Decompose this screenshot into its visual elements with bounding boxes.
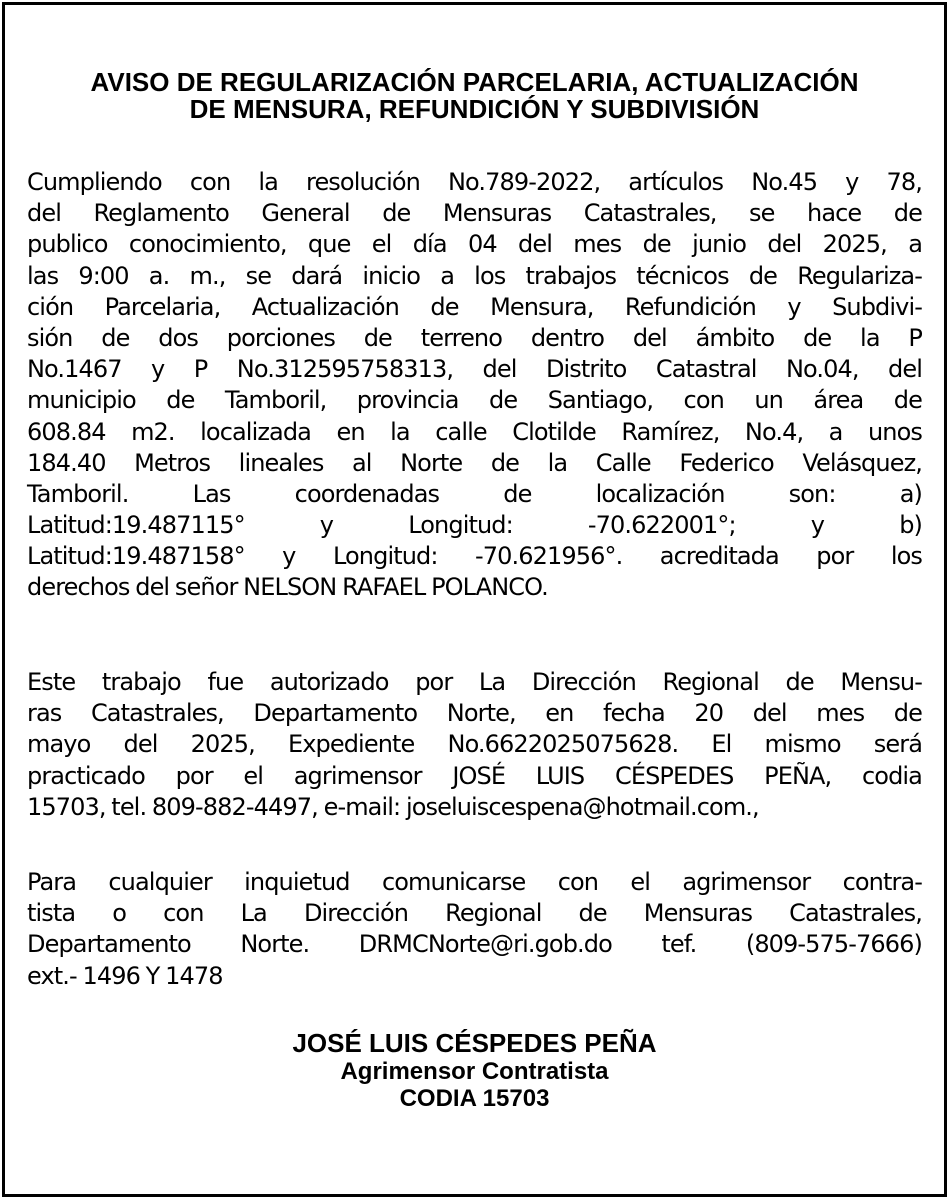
notice-title [25, 69, 924, 123]
paragraph-contact [27, 867, 922, 992]
signature-codia: CODIA 15703 [399, 1085, 550, 1112]
paragraph-line: derechos del señor NELSON RAFAEL POLANCO. [27, 573, 548, 602]
paragraph-line: 15703, tel. 809-882-4497, e-mail: joseluiscespena@hotmail.com., [27, 792, 759, 821]
paragraph-line: Latitud:19.487158° y Longitud: -70.621956°. acreditada por los [27, 542, 922, 571]
paragraph-line: mayo del 2025, Expediente No.6622025075628. El mismo será [27, 730, 922, 759]
notice-frame [2, 2, 947, 1197]
paragraph-line: tista o con La Dirección Regional de Mensuras Catastrales, [27, 899, 922, 928]
paragraph-line: Este trabajo fue autorizado por La Dirección Regional de Mensu- [27, 668, 922, 696]
paragraph-line: Latitud:19.487115° y Longitud: -70.622001°; y b) [27, 511, 922, 540]
title-line-2: DE MENSURA, REFUNDICIÓN Y SUBDIVISIÓN [189, 94, 760, 124]
paragraph-line: Tamboril. Las coordenadas de localización son: a) [27, 479, 922, 508]
paragraph-line: las 9:00 a. m., se dará inicio a los trabajos técnicos de Regulariza- [27, 261, 922, 290]
paragraph-resolution [27, 167, 922, 604]
paragraph-line: Para cualquier inquietud comunicarse con el agrimensor contra- [27, 868, 922, 896]
paragraph-line: ext.- 1496 Y 1478 [27, 961, 223, 990]
paragraph-line: ras Catastrales, Departamento Norte, en fecha 20 del mes de [27, 699, 922, 728]
signature-role: Agrimensor Contratista [340, 1058, 609, 1085]
paragraph-line: municipio de Tamboril, provincia de Santiago, con un área de [27, 386, 922, 415]
paragraph-line: publico conocimiento, que el día 04 del mes de junio del 2025, a [27, 230, 922, 259]
paragraph-line: sión de dos porciones de terreno dentro del ámbito de la P [27, 323, 922, 352]
signature-name: JOSÉ LUIS CÉSPEDES PEÑA [292, 1028, 657, 1058]
paragraph-line: 184.40 Metros lineales al Norte de la Calle Federico Velásquez, [27, 448, 922, 477]
paragraph-line: No.1467 y P No.312595758313, del Distrito Catastral No.04, del [27, 355, 922, 384]
paragraph-authorization [27, 667, 922, 823]
paragraph-line: practicado por el agrimensor JOSÉ LUIS CÉSPEDES PEÑA, codia [27, 761, 922, 790]
paragraph-line: ción Parcelaria, Actualización de Mensura, Refundición y Subdivi- [27, 292, 922, 321]
paragraph-line: Cumpliendo con la resolución No.789-2022, artículos No.45 y 78, [27, 168, 922, 196]
paragraph-line: del Reglamento General de Mensuras Catastrales, se hace de [27, 199, 922, 228]
paragraph-line: 608.84 m2. localizada en la calle Clotilde Ramírez, No.4, a unos [27, 417, 922, 446]
paragraph-line: Departamento Norte. DRMCNorte@ri.gob.do tef. (809-575-7666) [27, 930, 922, 959]
signature-block [25, 1028, 924, 1112]
title-line-1: AVISO DE REGULARIZACIÓN PARCELARIA, ACTUALIZACIÓN [90, 67, 859, 97]
